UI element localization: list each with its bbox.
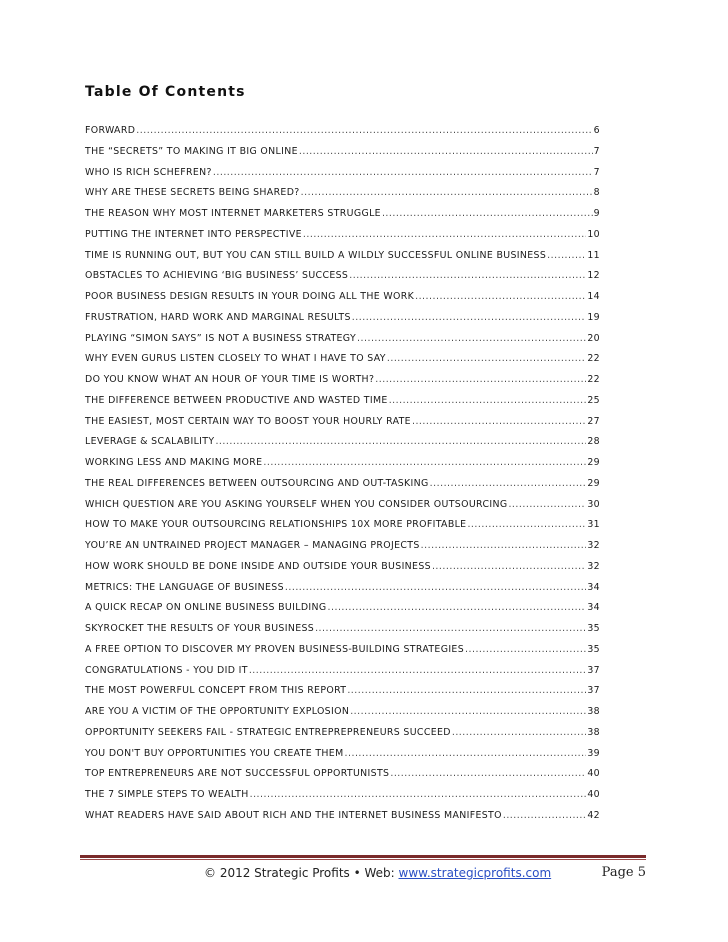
toc-entry-title: PUTTING THE INTERNET INTO PERSPECTIVE [85,228,302,240]
toc-entry[interactable] [85,333,600,354]
toc-entry-title: TOP ENTREPRENEURS ARE NOT SUCCESSFUL OPPORTUNISTS [85,768,390,780]
toc-entry[interactable] [85,519,600,540]
toc-entry-title: THE REASON WHY MOST INTERNET MARKETERS STRUGGLE [85,208,381,219]
toc-entry-page: 40 [587,768,600,780]
toc-dot-leader [303,229,586,240]
footer-copyright-text: © 2012 Strategic Profits • Web: [204,866,399,880]
toc-entry-title: PLAYING “SIMON SAYS” IS NOT A BUSINESS STRATEGY [85,332,357,344]
toc-dot-leader [250,789,587,800]
toc-entry[interactable] [85,706,600,727]
toc-entry[interactable] [85,748,600,769]
toc-entry-page: 19 [587,311,600,323]
footer-rule-thin [80,859,646,860]
toc-dot-leader [389,395,587,406]
toc-dot-leader [508,499,586,510]
toc-dot-leader [345,748,587,759]
toc-entry-title: THE 7 SIMPLE STEPS TO WEALTH [85,789,249,800]
toc-entry-title: OBSTACLES TO ACHIEVING ‘BIG BUSINESS’ SUCCESS [85,270,349,282]
toc-entry-title: WORKING LESS AND MAKING MORE [85,457,263,468]
toc-entry-page: 22 [587,374,600,385]
toc-dot-leader [375,374,586,385]
toc-entry[interactable] [85,768,600,789]
toc-entry-page: 22 [587,353,600,365]
toc-dot-leader [357,333,586,344]
toc-entry[interactable] [85,602,600,623]
toc-dot-leader [432,561,586,572]
toc-entry-page: 40 [587,789,600,800]
toc-entry-title: WHO IS RICH SCHEFREN? [85,166,212,178]
toc-dot-leader [213,167,593,178]
toc-entry-title: FRUSTRATION, HARD WORK AND MARGINAL RESULTS [85,311,351,323]
toc-entry[interactable] [85,582,600,603]
toc-entry-page: 28 [587,436,600,448]
toc-dot-leader [430,478,587,489]
toc-entry-page: 27 [587,415,600,427]
toc-entry-title: WHAT READERS HAVE SAID ABOUT RICH AND THE INTERNET BUSINESS MANIFESTO [85,809,502,821]
toc-entry-title: THE EASIEST, MOST CERTAIN WAY TO BOOST YOUR HOURLY RATE [85,415,411,427]
toc-entry-title: WHY EVEN GURUS LISTEN CLOSELY TO WHAT I HAVE TO SAY [85,353,386,365]
toc-entry-page: 39 [587,747,600,759]
footer-rule [80,855,646,858]
toc-entry-title: WHY ARE THESE SECRETS BEING SHARED? [85,187,300,199]
toc-dot-leader [315,623,586,634]
toc-entry[interactable] [85,167,600,188]
toc-entry[interactable] [85,395,600,416]
toc-entry-page: 32 [587,540,600,551]
toc-dot-leader [285,582,586,593]
toc-entry-page: 42 [587,809,600,821]
toc-entry-page: 6 [593,125,600,136]
toc-entry-title: THE DIFFERENCE BETWEEN PRODUCTIVE AND WASTED TIME [85,394,388,406]
toc-entry[interactable] [85,727,600,748]
toc-list [85,125,600,831]
toc-dot-leader [390,768,586,779]
toc-entry-title: THE MOST POWERFUL CONCEPT FROM THIS REPORT [85,685,347,697]
toc-entry-title: SKYROCKET THE RESULTS OF YOUR BUSINESS [85,623,315,634]
toc-dot-leader [382,208,593,219]
toc-dot-leader [547,250,586,261]
toc-entry[interactable] [85,374,600,395]
toc-entry-page: 7 [593,145,600,157]
toc-entry-title: THE “SECRETS” TO MAKING IT BIG ONLINE [85,145,298,157]
footer-copyright [204,866,551,880]
toc-entry-title: METRICS: THE LANGUAGE OF BUSINESS [85,581,284,593]
toc-entry-page: 25 [587,394,600,406]
toc-dot-leader [301,187,593,198]
toc-dot-leader [412,416,586,427]
toc-entry[interactable] [85,291,600,312]
toc-entry-title: A QUICK RECAP ON ONLINE BUSINESS BUILDING [85,602,327,614]
toc-entry-page: 35 [587,623,600,634]
toc-dot-leader [452,727,587,738]
toc-entry[interactable] [85,810,600,831]
toc-dot-leader [136,125,592,136]
toc-entry-title: DO YOU KNOW WHAT AN HOUR OF YOUR TIME IS WORTH? [85,374,375,385]
page-number: Page 5 [601,865,646,880]
toc-entry[interactable] [85,644,600,665]
toc-entry[interactable] [85,436,600,457]
toc-dot-leader [328,602,587,613]
toc-entry-page: 14 [587,291,600,302]
toc-entry-page: 38 [587,706,600,717]
toc-entry[interactable] [85,125,600,146]
toc-entry-page: 34 [587,602,600,614]
toc-entry-page: 12 [587,270,600,282]
toc-entry-page: 8 [593,187,600,199]
toc-entry[interactable] [85,665,600,686]
toc-entry-page: 38 [587,726,600,738]
toc-entry-title: YOU DON'T BUY OPPORTUNITIES YOU CREATE THEM [85,747,344,759]
toc-entry[interactable] [85,312,600,333]
toc-entry-page: 10 [587,228,600,240]
toc-entry[interactable] [85,478,600,499]
toc-entry-page: 7 [593,166,600,178]
footer-website-link[interactable]: www.strategicprofits.com [398,866,552,880]
toc-dot-leader [299,146,593,157]
toc-title: Table Of Contents [85,84,246,100]
toc-dot-leader [215,436,586,447]
toc-dot-leader [465,644,586,655]
toc-entry[interactable] [85,540,600,561]
toc-entry-page: 9 [593,208,600,219]
toc-entry-title: CONGRATULATIONS - YOU DID IT [85,664,248,676]
toc-dot-leader [421,540,587,551]
toc-dot-leader [249,665,587,676]
toc-dot-leader [350,706,586,717]
toc-entry[interactable] [85,250,600,271]
toc-entry[interactable] [85,561,600,582]
toc-entry[interactable] [85,208,600,229]
toc-entry[interactable] [85,146,600,167]
toc-entry-title: FORWARD [85,125,136,136]
toc-entry[interactable] [85,229,600,250]
toc-dot-leader [415,291,586,302]
toc-entry-page: 30 [587,498,600,510]
toc-dot-leader [387,353,587,364]
toc-dot-leader [352,312,587,323]
toc-entry-title: LEVERAGE & SCALABILITY [85,436,215,448]
toc-entry-title: HOW WORK SHOULD BE DONE INSIDE AND OUTSIDE YOUR BUSINESS [85,560,431,572]
toc-entry[interactable] [85,789,600,810]
toc-dot-leader [263,457,586,468]
toc-entry[interactable] [85,353,600,374]
toc-dot-leader [467,519,586,530]
toc-entry[interactable] [85,499,600,520]
toc-entry-page: 20 [587,332,600,344]
toc-entry-page: 37 [587,664,600,676]
toc-dot-leader [503,810,587,821]
toc-entry-title: OPPORTUNITY SEEKERS FAIL - STRATEGIC ENTREPREPRENEURS SUCCEED [85,726,451,738]
toc-entry-page: 29 [587,477,600,489]
toc-entry[interactable] [85,416,600,437]
toc-entry-title: A FREE OPTION TO DISCOVER MY PROVEN BUSINESS-BUILDING STRATEGIES [85,643,465,655]
toc-entry-title: YOU’RE AN UNTRAINED PROJECT MANAGER – MANAGING PROJECTS [85,540,420,551]
toc-entry[interactable] [85,270,600,291]
toc-entry-page: 37 [587,685,600,697]
toc-entry-page: 32 [587,560,600,572]
toc-dot-leader [347,685,586,696]
toc-entry-page: 29 [587,457,600,468]
toc-entry[interactable] [85,457,600,478]
toc-entry[interactable] [85,187,600,208]
toc-entry-title: WHICH QUESTION ARE YOU ASKING YOURSELF WHEN YOU CONSIDER OUTSOURCING [85,498,508,510]
toc-entry-page: 34 [587,581,600,593]
toc-entry-title: THE REAL DIFFERENCES BETWEEN OUTSOURCING AND OUT-TASKING [85,477,429,489]
toc-entry-title: ARE YOU A VICTIM OF THE OPPORTUNITY EXPLOSION [85,706,350,717]
toc-entry-title: POOR BUSINESS DESIGN RESULTS IN YOUR DOING ALL THE WORK [85,291,415,302]
toc-entry-title: HOW TO MAKE YOUR OUTSOURCING RELATIONSHIPS 10X MORE PROFITABLE [85,519,467,531]
toc-entry-title: TIME IS RUNNING OUT, BUT YOU CAN STILL BUILD A WILDLY SUCCESSFUL ONLINE BUSINESS [85,249,547,261]
toc-entry[interactable] [85,623,600,644]
toc-entry-page: 11 [587,249,600,261]
toc-dot-leader [349,270,586,281]
toc-entry-page: 35 [587,643,600,655]
toc-entry[interactable] [85,685,600,706]
toc-entry-page: 31 [587,519,600,531]
